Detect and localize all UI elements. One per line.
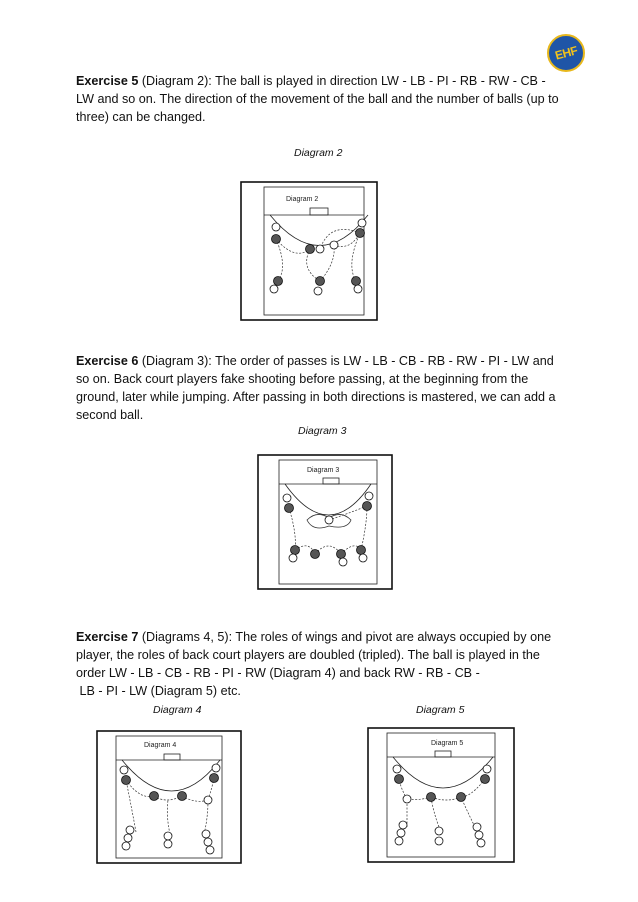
- diagram-5-caption: Diagram 5: [416, 704, 465, 716]
- diagram-2-caption: Diagram 2: [294, 147, 343, 159]
- diagram-3-caption: Diagram 3: [298, 425, 347, 437]
- diagram-4-title: Diagram 4: [144, 742, 177, 749]
- logo-text: EHF: [553, 43, 579, 63]
- diagram-2: [240, 181, 378, 321]
- diagram-3: [257, 454, 393, 590]
- diagram-2-title: Diagram 2: [286, 196, 319, 203]
- exercise-7-paragraph: [76, 628, 564, 700]
- exercise-6-text: (Diagram 3): The order of passes is LW - LB - CB - RB - RW - PI - LW and so on. Back court players fake shooting before passing, at the beginning from the ground, later while jumping. After passing in both directions is mastered, we can add a second ball.: [76, 354, 556, 422]
- exercise-6-title: Exercise 6: [76, 354, 139, 368]
- exercise-7-title: Exercise 7: [76, 630, 139, 644]
- exercise-5-title: Exercise 5: [76, 74, 139, 88]
- exercise-5-text: (Diagram 2): The ball is played in direction LW - LB - PI - RB - RW - CB - LW and so on. The direction of the movement of the ball and the number of balls (up to three) can be changed.: [76, 74, 559, 124]
- diagram-4-caption: Diagram 4: [153, 704, 202, 716]
- exercise-5-paragraph: [76, 72, 564, 126]
- exercise-6-paragraph: [76, 352, 564, 424]
- diagram-5-title: Diagram 5: [431, 740, 464, 747]
- diagram-3-title: Diagram 3: [307, 467, 340, 474]
- diagram-4: [96, 730, 242, 864]
- ehf-logo: [547, 34, 585, 72]
- diagram-5: [367, 727, 515, 863]
- exercise-7-text: (Diagrams 4, 5): The roles of wings and pivot are always occupied by one player, the roles of back court players are doubled (tripled). The ball is played in the order LW - LB - CB - RB - PI - RW (Diagram 4) and back RW - RB - CB -: [76, 630, 552, 680]
- exercise-7-text-line2: LB - PI - LW (Diagram 5) etc.: [79, 684, 241, 698]
